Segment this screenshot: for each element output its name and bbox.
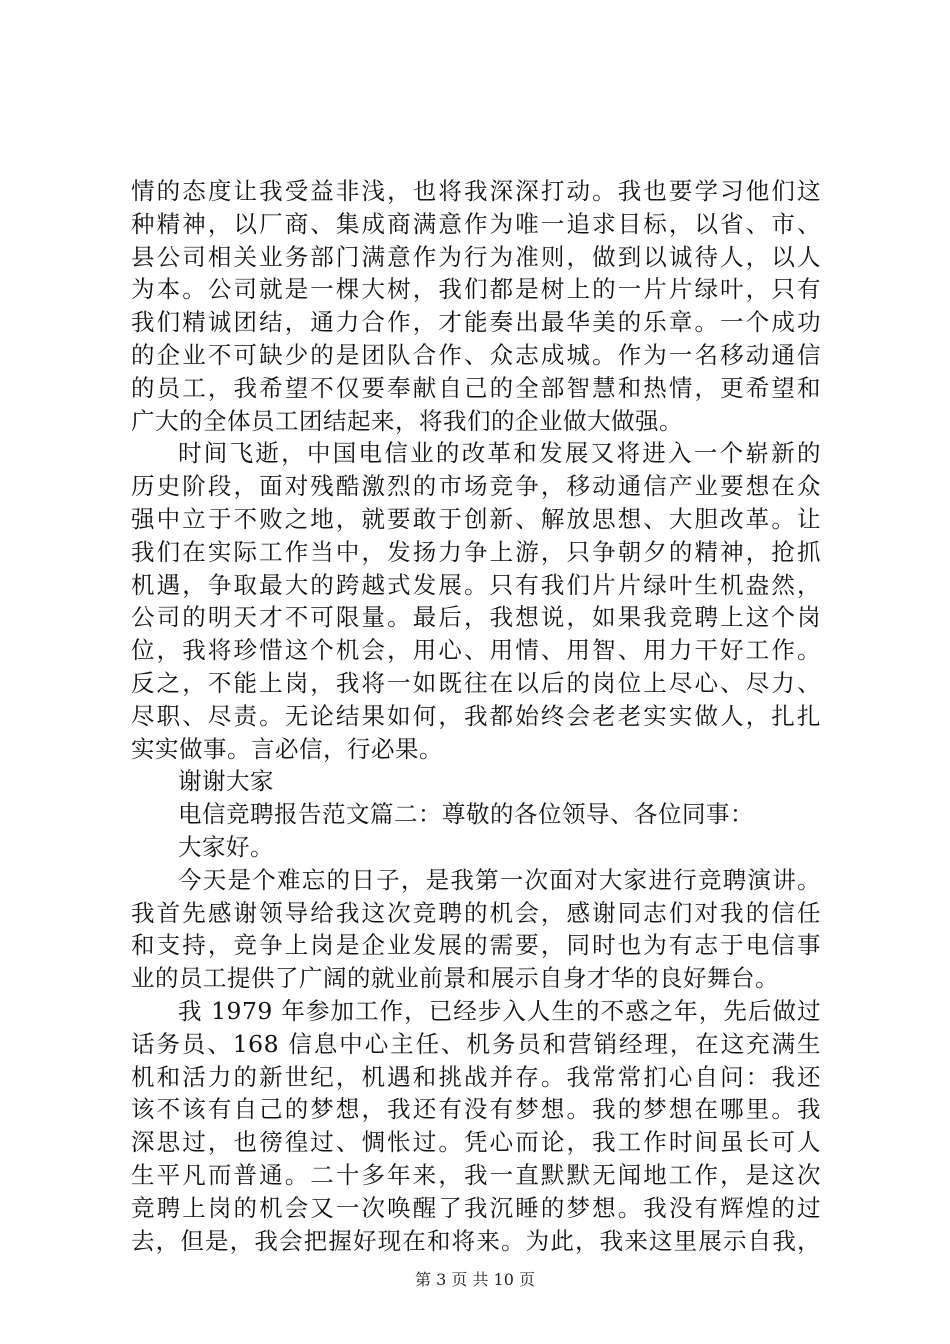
text-line: 大家好。 <box>178 832 274 861</box>
paragraph <box>131 831 821 864</box>
text-line: 竞聘上岗的机会又一次唤醒了我沉睡的梦想。我没有辉煌的过 <box>131 1193 821 1222</box>
text-line: 业的员工提供了广阔的就业前景和展示自身才华的良好舞台。 <box>131 964 779 993</box>
text-line: 公司的明天才不可限量。最后，我想说，如果我竞聘上这个岗 <box>131 603 821 632</box>
text-line: 我首先感谢领导给我这次竞聘的机会，感谢同志们对我的信任 <box>131 898 821 927</box>
paragraph <box>131 437 821 765</box>
text-line: 广大的全体员工团结起来，将我们的企业做大做强。 <box>131 406 683 435</box>
paragraph <box>131 765 821 798</box>
text-line: 时间飞逝，中国电信业的改革和发展又将进入一个崭新的 <box>178 439 821 468</box>
text-line: 去，但是，我会把握好现在和将来。为此，我来这里展示自我， <box>131 1226 821 1255</box>
text-line: 机遇，争取最大的跨越式发展。只有我们片片绿叶生机盎然， <box>131 570 821 599</box>
text-line: 生平凡而普通。二十多年来，我一直默默无闻地工作，是这次 <box>131 1160 821 1189</box>
text-line: 种精神，以厂商、集成商满意作为唯一追求目标，以省、市、 <box>131 209 821 238</box>
text-line: 强中立于不败之地，就要敢于创新、解放思想、大胆改革。让 <box>131 504 821 533</box>
text-line: 深思过，也徬徨过、惆怅过。凭心而论，我工作时间虽长可人 <box>131 1128 821 1157</box>
document-body <box>131 175 821 1257</box>
paragraph <box>131 798 821 831</box>
text-line: 谢谢大家 <box>178 767 274 796</box>
text-line: 为本。公司就是一棵大树，我们都是树上的一片片绿叶，只有 <box>131 275 821 304</box>
text-line: 的企业不可缺少的是团队合作、众志成城。作为一名移动通信 <box>131 340 821 369</box>
text-line: 反之，不能上岗，我将一如既往在以后的岗位上尽心、尽力、 <box>131 668 821 697</box>
text-line: 话务员、168 信息中心主任、机务员和营销经理，在这充满生 <box>131 1029 821 1058</box>
paragraph <box>131 995 821 1257</box>
text-line: 和支持，竞争上岗是企业发展的需要，同时也为有志于电信事 <box>131 931 821 960</box>
text-line: 的员工，我希望不仅要奉献自己的全部智慧和热情，更希望和 <box>131 373 821 402</box>
text-line: 电信竞聘报告范文篇二：尊敬的各位领导、各位同事： <box>178 800 754 829</box>
text-line: 我们精诚团结，通力合作，才能奏出最华美的乐章。一个成功 <box>131 308 821 337</box>
text-line: 我们在实际工作当中，发扬力争上游，只争朝夕的精神，抢抓 <box>131 537 821 566</box>
paragraph <box>131 864 821 995</box>
text-line: 该不该有自己的梦想，我还有没有梦想。我的梦想在哪里。我 <box>131 1095 821 1124</box>
text-line: 县公司相关业务部门满意作为行为准则，做到以诚待人，以人 <box>131 242 821 271</box>
text-line: 尽职、尽责。无论结果如何，我都始终会老老实实做人，扎扎 <box>131 701 821 730</box>
text-line: 历史阶段，面对残酷激烈的市场竞争，移动通信产业要想在众 <box>131 472 821 501</box>
text-line: 实实做事。言必信，行必果。 <box>131 734 443 763</box>
page-footer: 第 3 页 共 10 页 <box>415 1270 535 1289</box>
text-line: 位，我将珍惜这个机会，用心、用情、用智、用力干好工作。 <box>131 636 821 665</box>
text-line: 今天是个难忘的日子，是我第一次面对大家进行竞聘演讲。 <box>178 865 821 894</box>
paragraph <box>131 175 821 437</box>
text-line: 机和活力的新世纪，机遇和挑战并存。我常常扪心自问：我还 <box>131 1062 821 1091</box>
text-line: 情的态度让我受益非浅，也将我深深打动。我也要学习他们这 <box>131 177 821 205</box>
text-line: 我 1979 年参加工作，已经步入人生的不惑之年，先后做过 <box>178 996 821 1025</box>
